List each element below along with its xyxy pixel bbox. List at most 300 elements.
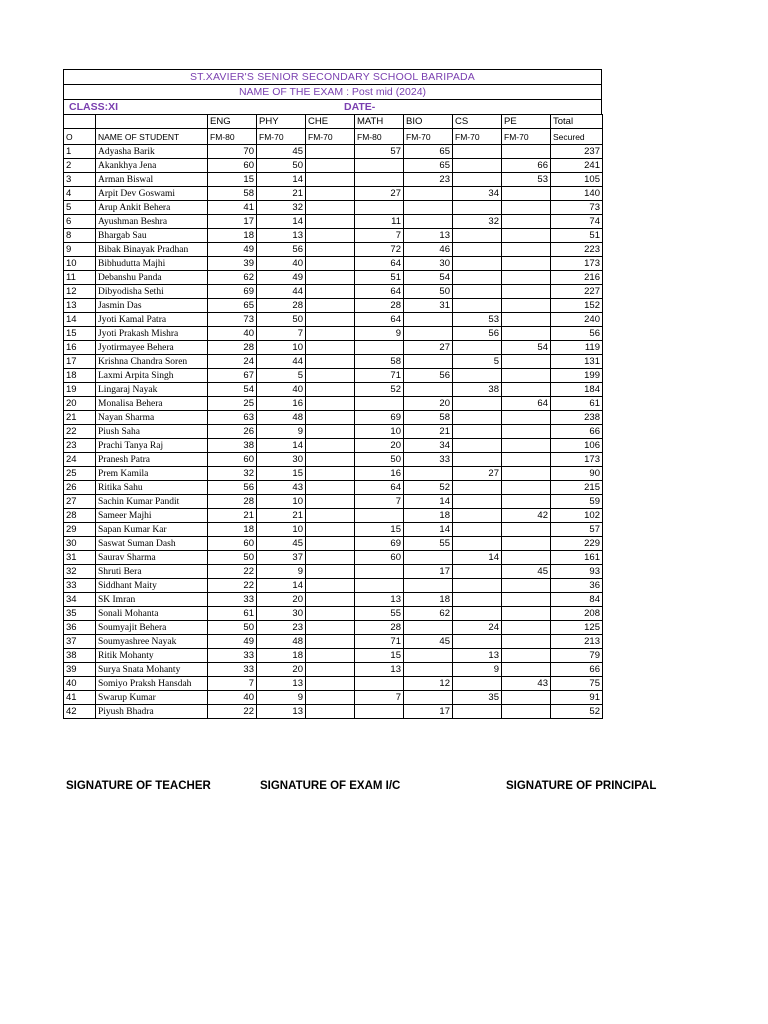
- serial-cell: 32: [64, 565, 96, 579]
- serial-cell: 29: [64, 523, 96, 537]
- che-mark: [306, 201, 355, 215]
- student-name: Sachin Kumar Pandit: [96, 495, 208, 509]
- cs-mark: [453, 243, 502, 257]
- cs-mark: [453, 299, 502, 313]
- class-date-row: [63, 99, 602, 114]
- student-name: Sapan Kumar Kar: [96, 523, 208, 537]
- full-marks-cell: FM-70: [453, 129, 502, 145]
- total-mark: 66: [551, 663, 603, 677]
- pe-mark: [502, 355, 551, 369]
- phy-mark: 9: [257, 691, 306, 705]
- student-name: Piush Saha: [96, 425, 208, 439]
- eng-mark: 62: [208, 271, 257, 285]
- cs-mark: 38: [453, 383, 502, 397]
- serial-cell: 42: [64, 705, 96, 719]
- phy-mark: 7: [257, 327, 306, 341]
- che-mark: [306, 327, 355, 341]
- total-mark: 152: [551, 299, 603, 313]
- phy-mark: 13: [257, 705, 306, 719]
- pe-mark: [502, 621, 551, 635]
- serial-cell: 1: [64, 145, 96, 159]
- student-name: Siddhant Maity: [96, 579, 208, 593]
- table-row: [64, 439, 603, 453]
- bio-mark: [404, 215, 453, 229]
- total-mark: 240: [551, 313, 603, 327]
- bio-mark: 56: [404, 369, 453, 383]
- pe-mark: [502, 523, 551, 537]
- eng-mark: 41: [208, 201, 257, 215]
- che-mark: [306, 551, 355, 565]
- math-mark: 27: [355, 187, 404, 201]
- cs-mark: [453, 593, 502, 607]
- math-mark: 15: [355, 649, 404, 663]
- table-row: [64, 523, 603, 537]
- cs-mark: [453, 439, 502, 453]
- teacher-signature-label: SIGNATURE OF TEACHER: [66, 780, 211, 792]
- phy-mark: 32: [257, 201, 306, 215]
- phy-mark: 15: [257, 467, 306, 481]
- phy-mark: 44: [257, 285, 306, 299]
- cs-mark: [453, 537, 502, 551]
- student-name: Saurav Sharma: [96, 551, 208, 565]
- eng-mark: 49: [208, 635, 257, 649]
- pe-mark: [502, 649, 551, 663]
- eng-mark: 33: [208, 593, 257, 607]
- phy-mark: 14: [257, 439, 306, 453]
- pe-mark: [502, 145, 551, 159]
- cs-mark: [453, 341, 502, 355]
- che-mark: [306, 299, 355, 313]
- serial-cell: 15: [64, 327, 96, 341]
- pe-mark: [502, 481, 551, 495]
- total-mark: 208: [551, 607, 603, 621]
- eng-mark: 54: [208, 383, 257, 397]
- pe-mark: 54: [502, 341, 551, 355]
- eng-mark: 25: [208, 397, 257, 411]
- cs-mark: [453, 271, 502, 285]
- eng-mark: 39: [208, 257, 257, 271]
- cs-mark: [453, 509, 502, 523]
- pe-mark: [502, 313, 551, 327]
- student-name: Nayan Sharma: [96, 411, 208, 425]
- table-row: [64, 299, 603, 313]
- math-mark: 71: [355, 635, 404, 649]
- che-mark: [306, 369, 355, 383]
- che-mark: [306, 481, 355, 495]
- bio-mark: [404, 187, 453, 201]
- total-mark: 119: [551, 341, 603, 355]
- student-name: Dibyodisha Sethi: [96, 285, 208, 299]
- table-row: [64, 635, 603, 649]
- che-mark: [306, 243, 355, 257]
- student-name: Bibhudutta Majhi: [96, 257, 208, 271]
- che-mark: [306, 159, 355, 173]
- math-mark: 50: [355, 453, 404, 467]
- eng-mark: 17: [208, 215, 257, 229]
- math-mark: 10: [355, 425, 404, 439]
- total-mark: 215: [551, 481, 603, 495]
- total-mark: 161: [551, 551, 603, 565]
- phy-mark: 50: [257, 159, 306, 173]
- student-name: Krishna Chandra Soren: [96, 355, 208, 369]
- bio-mark: 13: [404, 229, 453, 243]
- phy-mark: 9: [257, 565, 306, 579]
- phy-mark: 10: [257, 341, 306, 355]
- student-name: Jyoti Kamal Patra: [96, 313, 208, 327]
- bio-mark: 54: [404, 271, 453, 285]
- table-row: [64, 495, 603, 509]
- che-mark: [306, 397, 355, 411]
- serial-cell: 30: [64, 537, 96, 551]
- che-mark: [306, 537, 355, 551]
- pe-mark: 66: [502, 159, 551, 173]
- cs-mark: [453, 173, 502, 187]
- serial-cell: 14: [64, 313, 96, 327]
- eng-mark: 21: [208, 509, 257, 523]
- subject-header: Total: [551, 115, 603, 129]
- phy-mark: 21: [257, 187, 306, 201]
- student-name: Swarup Kumar: [96, 691, 208, 705]
- total-mark: 59: [551, 495, 603, 509]
- total-mark: 84: [551, 593, 603, 607]
- total-mark: 61: [551, 397, 603, 411]
- che-mark: [306, 565, 355, 579]
- table-row: [64, 607, 603, 621]
- pe-mark: [502, 285, 551, 299]
- total-mark: 102: [551, 509, 603, 523]
- student-name: Jasmin Das: [96, 299, 208, 313]
- che-mark: [306, 467, 355, 481]
- student-name: SK Imran: [96, 593, 208, 607]
- table-row: [64, 285, 603, 299]
- student-name: Somiyo Praksh Hansdah: [96, 677, 208, 691]
- bio-mark: [404, 355, 453, 369]
- phy-mark: 44: [257, 355, 306, 369]
- cs-mark: [453, 635, 502, 649]
- math-mark: [355, 159, 404, 173]
- phy-mark: 43: [257, 481, 306, 495]
- pe-mark: [502, 215, 551, 229]
- phy-mark: 45: [257, 537, 306, 551]
- student-name: Piyush Bhadra: [96, 705, 208, 719]
- che-mark: [306, 145, 355, 159]
- cs-mark: [453, 201, 502, 215]
- cs-mark: [453, 677, 502, 691]
- pe-mark: [502, 229, 551, 243]
- student-name: Arpit Dev Goswami: [96, 187, 208, 201]
- table-row: [64, 173, 603, 187]
- total-mark: 74: [551, 215, 603, 229]
- full-marks-cell: FM-80: [208, 129, 257, 145]
- che-mark: [306, 705, 355, 719]
- serial-cell: 31: [64, 551, 96, 565]
- che-mark: [306, 621, 355, 635]
- total-mark: 90: [551, 467, 603, 481]
- pe-mark: 45: [502, 565, 551, 579]
- eng-mark: 63: [208, 411, 257, 425]
- table-row: [64, 677, 603, 691]
- che-mark: [306, 649, 355, 663]
- serial-cell: 41: [64, 691, 96, 705]
- table-row: [64, 271, 603, 285]
- serial-cell: 6: [64, 215, 96, 229]
- total-mark: 173: [551, 453, 603, 467]
- serial-cell: 17: [64, 355, 96, 369]
- pe-mark: [502, 383, 551, 397]
- pe-mark: [502, 271, 551, 285]
- bio-mark: [404, 383, 453, 397]
- result-sheet: [63, 69, 602, 719]
- full-marks-cell: FM-70: [404, 129, 453, 145]
- bio-mark: 31: [404, 299, 453, 313]
- math-mark: 13: [355, 663, 404, 677]
- che-mark: [306, 453, 355, 467]
- name-header: NAME OF STUDENT: [96, 129, 208, 145]
- math-mark: [355, 705, 404, 719]
- pe-mark: [502, 187, 551, 201]
- pe-mark: [502, 579, 551, 593]
- eng-mark: 28: [208, 495, 257, 509]
- full-marks-cell: FM-70: [306, 129, 355, 145]
- total-mark: 216: [551, 271, 603, 285]
- eng-mark: 22: [208, 579, 257, 593]
- pe-mark: [502, 495, 551, 509]
- math-mark: 57: [355, 145, 404, 159]
- phy-mark: 40: [257, 383, 306, 397]
- serial-cell: 2: [64, 159, 96, 173]
- total-mark: 213: [551, 635, 603, 649]
- student-rows: [64, 145, 603, 719]
- eng-mark: 67: [208, 369, 257, 383]
- student-name: Adyasha Barik: [96, 145, 208, 159]
- serial-cell: 25: [64, 467, 96, 481]
- table-row: [64, 355, 603, 369]
- table-row: [64, 313, 603, 327]
- math-mark: 28: [355, 299, 404, 313]
- bio-mark: [404, 313, 453, 327]
- cs-mark: 53: [453, 313, 502, 327]
- che-mark: [306, 663, 355, 677]
- table-row: [64, 467, 603, 481]
- serial-cell: 34: [64, 593, 96, 607]
- student-name: Jyotirmayee Behera: [96, 341, 208, 355]
- cs-mark: [453, 159, 502, 173]
- total-mark: 223: [551, 243, 603, 257]
- math-mark: 72: [355, 243, 404, 257]
- subject-header: CS: [453, 115, 502, 129]
- serial-cell: 23: [64, 439, 96, 453]
- math-mark: [355, 173, 404, 187]
- phy-mark: 14: [257, 579, 306, 593]
- math-mark: [355, 579, 404, 593]
- total-mark: 241: [551, 159, 603, 173]
- cs-mark: [453, 565, 502, 579]
- cs-mark: [453, 285, 502, 299]
- serial-cell: 21: [64, 411, 96, 425]
- cs-mark: [453, 523, 502, 537]
- serial-cell: 19: [64, 383, 96, 397]
- cs-mark: [453, 369, 502, 383]
- student-name: Soumyajit Behera: [96, 621, 208, 635]
- subject-header: CHE: [306, 115, 355, 129]
- full-marks-cell: Secured: [551, 129, 603, 145]
- pe-mark: 42: [502, 509, 551, 523]
- subject-header-row: [64, 115, 603, 129]
- che-mark: [306, 271, 355, 285]
- total-mark: 66: [551, 425, 603, 439]
- math-mark: [355, 509, 404, 523]
- phy-mark: 20: [257, 663, 306, 677]
- phy-mark: 20: [257, 593, 306, 607]
- eng-mark: 18: [208, 229, 257, 243]
- total-mark: 237: [551, 145, 603, 159]
- bio-mark: [404, 327, 453, 341]
- serial-cell: 28: [64, 509, 96, 523]
- class-label: CLASS:XI: [69, 101, 119, 113]
- pe-mark: [502, 691, 551, 705]
- eng-mark: 22: [208, 705, 257, 719]
- school-name: ST.XAVIER'S SENIOR SECONDARY SCHOOL BARIPADA: [63, 69, 602, 84]
- eng-mark: 26: [208, 425, 257, 439]
- math-mark: [355, 341, 404, 355]
- eng-mark: 7: [208, 677, 257, 691]
- total-mark: 140: [551, 187, 603, 201]
- math-mark: 7: [355, 691, 404, 705]
- serial-cell: 27: [64, 495, 96, 509]
- pe-mark: [502, 593, 551, 607]
- serial-header: O: [64, 129, 96, 145]
- bio-mark: [404, 551, 453, 565]
- table-row: [64, 537, 603, 551]
- bio-mark: 45: [404, 635, 453, 649]
- eng-mark: 33: [208, 649, 257, 663]
- serial-cell: 22: [64, 425, 96, 439]
- student-name: Ritik Mohanty: [96, 649, 208, 663]
- phy-mark: 21: [257, 509, 306, 523]
- che-mark: [306, 215, 355, 229]
- phy-mark: 28: [257, 299, 306, 313]
- eng-mark: 15: [208, 173, 257, 187]
- che-mark: [306, 285, 355, 299]
- math-mark: 13: [355, 593, 404, 607]
- eng-mark: 60: [208, 159, 257, 173]
- table-row: [64, 649, 603, 663]
- serial-cell: 3: [64, 173, 96, 187]
- bio-mark: 14: [404, 523, 453, 537]
- cs-mark: [453, 579, 502, 593]
- phy-mark: 13: [257, 677, 306, 691]
- subject-header: ENG: [208, 115, 257, 129]
- marks-table: [63, 114, 603, 719]
- student-name: Soumyashree Nayak: [96, 635, 208, 649]
- table-row: [64, 453, 603, 467]
- pe-mark: [502, 257, 551, 271]
- bio-mark: 27: [404, 341, 453, 355]
- pe-mark: [502, 243, 551, 257]
- phy-mark: 18: [257, 649, 306, 663]
- eng-mark: 70: [208, 145, 257, 159]
- che-mark: [306, 313, 355, 327]
- serial-cell: 33: [64, 579, 96, 593]
- serial-cell: 39: [64, 663, 96, 677]
- bio-mark: 52: [404, 481, 453, 495]
- student-name: Shruti Bera: [96, 565, 208, 579]
- eng-mark: 40: [208, 327, 257, 341]
- phy-mark: 37: [257, 551, 306, 565]
- cs-mark: 35: [453, 691, 502, 705]
- math-mark: 64: [355, 285, 404, 299]
- principal-signature-label: SIGNATURE OF PRINCIPAL: [506, 780, 657, 792]
- total-mark: 93: [551, 565, 603, 579]
- full-marks-cell: FM-70: [502, 129, 551, 145]
- student-name: Akankhya Jena: [96, 159, 208, 173]
- table-row: [64, 593, 603, 607]
- total-mark: 79: [551, 649, 603, 663]
- bio-mark: 23: [404, 173, 453, 187]
- pe-mark: [502, 201, 551, 215]
- table-row: [64, 411, 603, 425]
- eng-mark: 65: [208, 299, 257, 313]
- eng-mark: 32: [208, 467, 257, 481]
- table-row: [64, 369, 603, 383]
- total-mark: 173: [551, 257, 603, 271]
- student-name: Prachi Tanya Raj: [96, 439, 208, 453]
- total-mark: 199: [551, 369, 603, 383]
- bio-mark: 55: [404, 537, 453, 551]
- serial-cell: 38: [64, 649, 96, 663]
- table-row: [64, 243, 603, 257]
- subject-header: BIO: [404, 115, 453, 129]
- eng-mark: 50: [208, 621, 257, 635]
- cs-mark: [453, 481, 502, 495]
- serial-cell: 8: [64, 229, 96, 243]
- phy-mark: 30: [257, 453, 306, 467]
- pe-mark: [502, 453, 551, 467]
- cs-mark: [453, 425, 502, 439]
- cs-mark: [453, 397, 502, 411]
- bio-mark: [404, 579, 453, 593]
- subject-header: MATH: [355, 115, 404, 129]
- bio-mark: [404, 621, 453, 635]
- che-mark: [306, 425, 355, 439]
- phy-mark: 50: [257, 313, 306, 327]
- cs-mark: [453, 145, 502, 159]
- bio-mark: 46: [404, 243, 453, 257]
- pe-mark: [502, 551, 551, 565]
- pe-mark: 64: [502, 397, 551, 411]
- total-mark: 227: [551, 285, 603, 299]
- cs-mark: 34: [453, 187, 502, 201]
- serial-cell: 16: [64, 341, 96, 355]
- math-mark: [355, 201, 404, 215]
- eng-mark: 73: [208, 313, 257, 327]
- math-mark: 15: [355, 523, 404, 537]
- bio-mark: 18: [404, 593, 453, 607]
- che-mark: [306, 173, 355, 187]
- cs-mark: 24: [453, 621, 502, 635]
- eng-mark: 33: [208, 663, 257, 677]
- serial-cell: 4: [64, 187, 96, 201]
- pe-mark: [502, 537, 551, 551]
- bio-mark: [404, 691, 453, 705]
- total-mark: 57: [551, 523, 603, 537]
- table-row: [64, 159, 603, 173]
- phy-mark: 9: [257, 425, 306, 439]
- table-row: [64, 551, 603, 565]
- total-mark: 52: [551, 705, 603, 719]
- student-name: Pranesh Patra: [96, 453, 208, 467]
- math-mark: [355, 565, 404, 579]
